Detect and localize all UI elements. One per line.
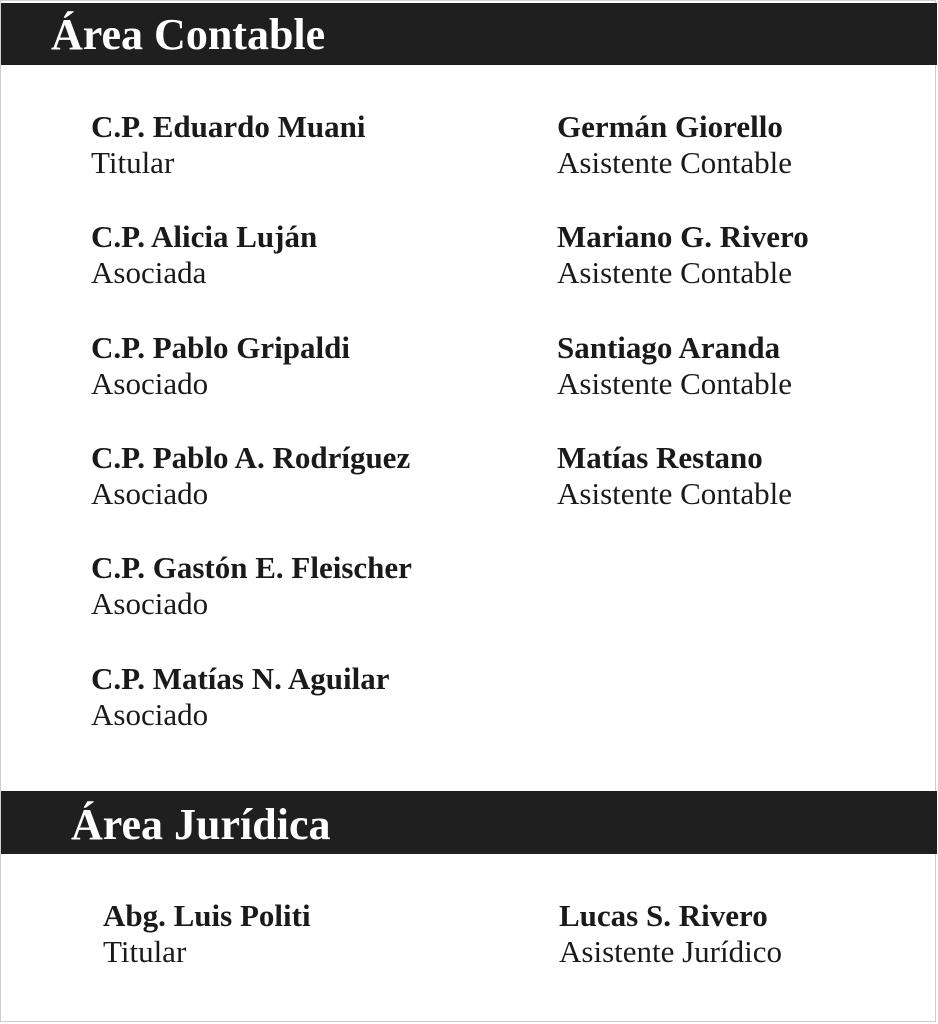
staff-name: C.P. Eduardo Muani <box>91 109 366 144</box>
staff-role: Asistente Contable <box>557 476 793 511</box>
staff-role: Asociado <box>91 586 209 621</box>
staff-name: Lucas S. Rivero <box>559 898 768 933</box>
staff-entry <box>91 661 390 733</box>
staff-entry <box>91 109 366 181</box>
staff-entry <box>557 440 792 512</box>
section-header-juridica <box>1 791 937 854</box>
staff-entry <box>91 440 410 512</box>
section-header-contable <box>1 3 937 65</box>
staff-name: C.P. Gastón E. Fleischer <box>91 550 412 585</box>
staff-entry <box>559 898 782 970</box>
staff-role: Titular <box>103 934 187 969</box>
staff-role: Titular <box>91 145 175 180</box>
staff-name: Matías Restano <box>557 440 763 475</box>
section-title-juridica: Área Jurídica <box>71 800 331 849</box>
staff-name: C.P. Pablo Gripaldi <box>91 330 350 365</box>
staff-role: Asociado <box>91 366 209 401</box>
staff-role: Asociada <box>91 255 207 290</box>
staff-entry <box>557 219 809 291</box>
staff-role: Asistente Contable <box>557 366 793 401</box>
staff-entry <box>91 219 317 291</box>
staff-role: Asistente Contable <box>557 145 793 180</box>
staff-name: Santiago Aranda <box>557 330 781 365</box>
staff-entry <box>91 550 412 622</box>
staff-name: Germán Giorello <box>557 109 783 144</box>
staff-role: Asistente Contable <box>557 255 793 290</box>
section-title-contable: Área Contable <box>51 10 326 59</box>
staff-role: Asociado <box>91 697 209 732</box>
staff-entry <box>557 109 792 181</box>
staff-name: C.P. Alicia Luján <box>91 219 318 254</box>
staff-name: Mariano G. Rivero <box>557 219 809 254</box>
staff-entry <box>91 330 350 402</box>
staff-role: Asociado <box>91 476 209 511</box>
staff-role: Asistente Jurídico <box>559 934 782 969</box>
staff-name: C.P. Pablo A. Rodríguez <box>91 440 411 475</box>
staff-name: C.P. Matías N. Aguilar <box>91 661 390 696</box>
staff-entry <box>103 898 311 970</box>
staff-entry <box>557 330 792 402</box>
staff-name: Abg. Luis Politi <box>103 898 311 933</box>
